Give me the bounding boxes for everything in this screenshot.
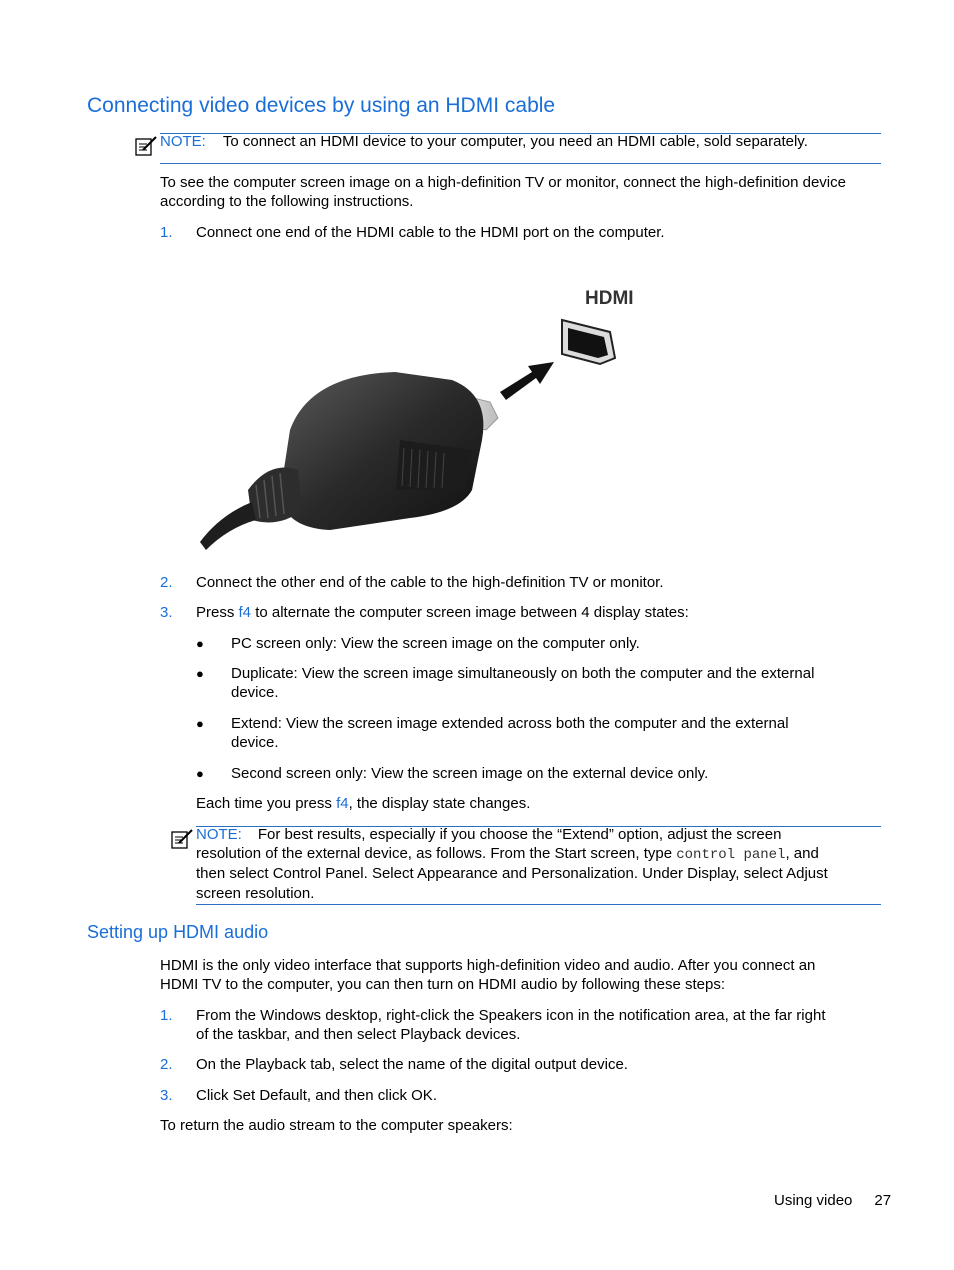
bullet-item: Duplicate: View the screen image simultaneously on both the computer and the external [231, 665, 815, 682]
f4-key: f4 [336, 795, 349, 812]
step-text: of the taskbar, and then select Playback devices. [196, 1026, 521, 1043]
bullet-item: Second screen only: View the screen image on the external device only. [231, 765, 709, 782]
note-bottom-rule [160, 163, 881, 164]
note-1 [160, 132, 808, 151]
hdmi-cable-illustration [190, 280, 640, 560]
note-label: NOTE: [160, 133, 206, 150]
footer [774, 1191, 891, 1210]
note-icon [170, 828, 194, 850]
audio-intro-line: HDMI TV to the computer, you can then turn on HDMI audio by following these steps: [160, 976, 726, 993]
page-title: Connecting video devices by using an HDMI cable [87, 94, 556, 117]
hdmi-port-label: HDMI [585, 288, 634, 309]
step-text: Connect one end of the HDMI cable to the HDMI port on the computer. [196, 224, 665, 241]
note-2-line: NOTE: For best results, especially if you choose the “Extend” option, adjust the screen [196, 826, 782, 843]
bullet-item-cont: device. [231, 734, 279, 751]
step-number: 1. [160, 224, 173, 241]
note-2-line: resolution of the external device, as follows. From the Start screen, type control panel, and [196, 845, 819, 863]
footer-section: Using video [774, 1192, 853, 1209]
step-text: Press f4 to alternate the computer screen image between 4 display states: [196, 604, 689, 621]
each-time-text: Each time you press f4, the display state changes. [196, 795, 531, 812]
audio-intro-line: HDMI is the only video interface that supports high-definition video and audio. After you connect an [160, 957, 816, 974]
step-text: On the Playback tab, select the name of the digital output device. [196, 1056, 628, 1073]
f4-key: f4 [238, 604, 252, 621]
section-heading: Setting up HDMI audio [87, 922, 269, 942]
note-text: To connect an HDMI device to your computer, you need an HDMI cable, sold separately. [222, 133, 808, 150]
audio-outro: To return the audio stream to the computer speakers: [160, 1117, 513, 1134]
note-2-line: screen resolution. [196, 885, 315, 902]
step-text: Connect the other end of the cable to the high-definition TV or monitor. [196, 574, 664, 591]
step-number: 2. [160, 1056, 173, 1073]
page-number: 27 [874, 1192, 892, 1209]
bullet-icon: ● [196, 666, 204, 681]
step-number: 3. [160, 1087, 173, 1104]
bullet-icon: ● [196, 636, 204, 651]
bullet-item: PC screen only: View the screen image on the computer only. [231, 635, 640, 652]
bullet-item: Extend: View the screen image extended across both the computer and the external [231, 715, 789, 732]
note-bottom-rule [196, 904, 881, 905]
step-text: From the Windows desktop, right-click the Speakers icon in the notification area, at the far right [196, 1007, 826, 1024]
bullet-icon: ● [196, 716, 204, 731]
step-text: Click Set Default, and then click OK. [196, 1087, 437, 1104]
insert-arrow-icon [500, 362, 554, 400]
hdmi-port-icon [562, 320, 615, 364]
bullet-item-cont: device. [231, 684, 279, 701]
note-icon [134, 135, 158, 157]
note-2-line: then select Control Panel. Select Appearance and Personalization. Under Display, select Adjust [196, 865, 828, 882]
code-control-panel: control panel [676, 847, 786, 863]
intro-paragraph: To see the computer screen image on a high-definition TV or monitor, connect the high-definition device according to the following instructions. [160, 174, 846, 210]
step-number: 3. [160, 604, 173, 621]
step-number: 2. [160, 574, 173, 591]
step-number: 1. [160, 1007, 173, 1024]
bullet-icon: ● [196, 766, 204, 781]
